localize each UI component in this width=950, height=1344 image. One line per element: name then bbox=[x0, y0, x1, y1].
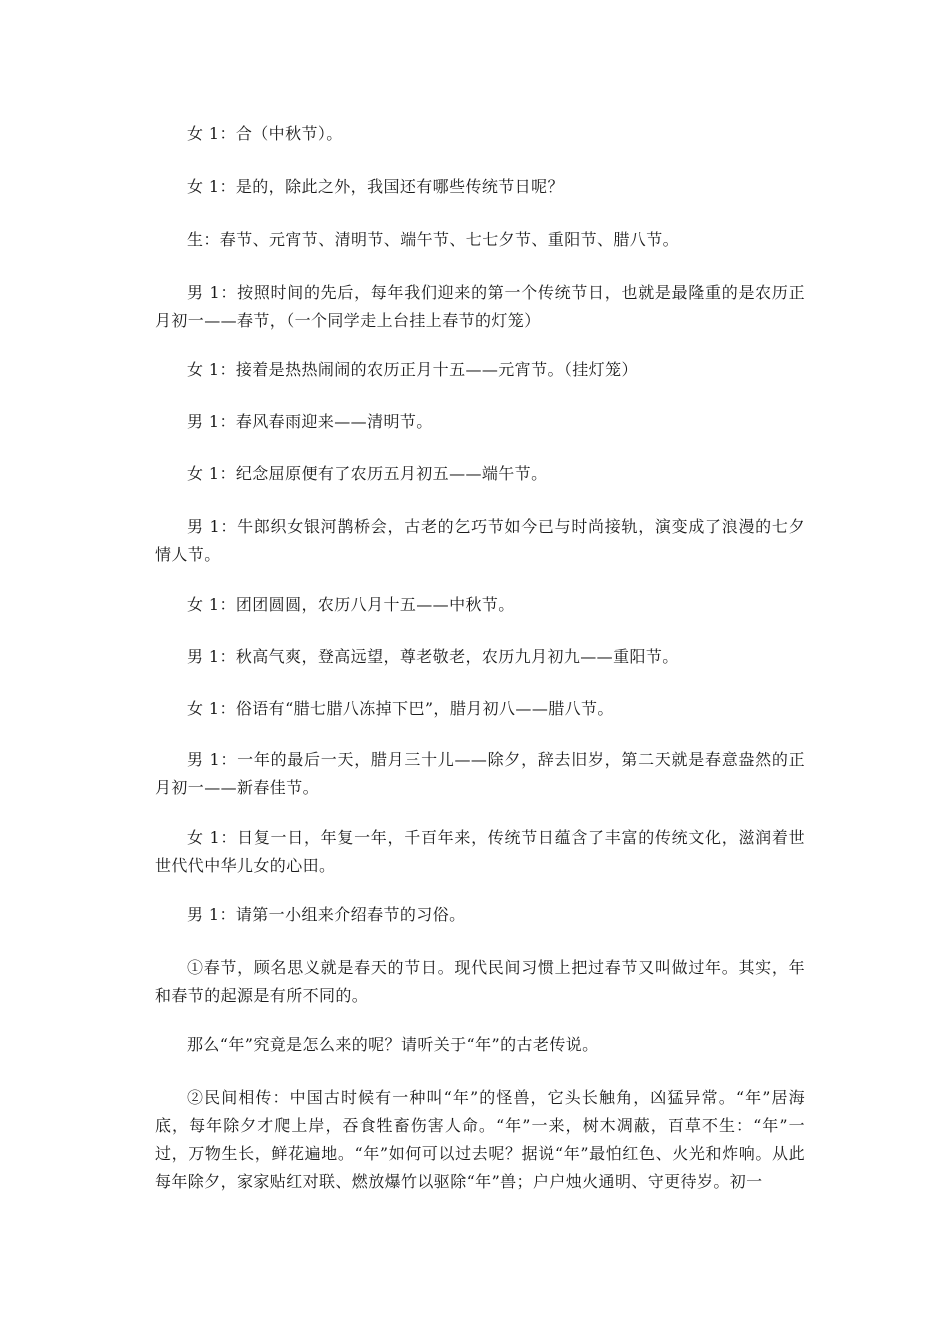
paragraph-14: 男 1：请第一小组来介绍春节的习俗。 bbox=[187, 905, 466, 924]
paragraph-8: 男 1：牛郎织女银河鹊桥会，古老的乞巧节如今已与时尚接轨，演变成了浪漫的七夕情人节。 bbox=[155, 517, 805, 564]
paragraph-16: 那么“年”究竟是怎么来的呢？请听关于“年”的古老传说。 bbox=[187, 1035, 599, 1054]
paragraph-4: 男 1：按照时间的先后，每年我们迎来的第一个传统节日，也就是最隆重的是农历正月初一——春节，（一个同学走上台挂上春节的灯笼） bbox=[155, 283, 805, 330]
paragraph-6: 男 1：春风春雨迎来——清明节。 bbox=[187, 412, 433, 431]
paragraph-7: 女 1：纪念屈原便有了农历五月初五——端午节。 bbox=[187, 464, 548, 483]
paragraph-13: 女 1：日复一日，年复一年，千百年来，传统节日蕴含了丰富的传统文化，滋润着世世代代中华儿女的心田。 bbox=[155, 828, 805, 875]
paragraph-12: 男 1：一年的最后一天，腊月三十儿——除夕，辞去旧岁，第二天就是春意盎然的正月初一——新春佳节。 bbox=[155, 750, 805, 797]
paragraph-1: 女 1：合（中秋节）。 bbox=[187, 124, 343, 143]
paragraph-5: 女 1：接着是热热闹闹的农历正月十五——元宵节。（挂灯笼） bbox=[187, 360, 638, 379]
paragraph-15: ①春节，顾名思义就是春天的节日。现代民间习惯上把过春节又叫做过年。其实，年和春节的起源是有所不同的。 bbox=[155, 958, 805, 1005]
paragraph-2: 女 1：是的，除此之外，我国还有哪些传统节日呢？ bbox=[187, 177, 564, 196]
paragraph-3: 生：春节、元宵节、清明节、端午节、七七夕节、重阳节、腊八节。 bbox=[187, 230, 680, 249]
paragraph-10: 男 1：秋高气爽，登高远望，尊老敬老，农历九月初九——重阳节。 bbox=[187, 647, 679, 666]
paragraph-11: 女 1：俗语有“腊七腊八冻掉下巴”，腊月初八——腊八节。 bbox=[187, 699, 614, 718]
paragraph-9: 女 1：团团圆圆，农历八月十五——中秋节。 bbox=[187, 595, 515, 614]
paragraph-17: ②民间相传：中国古时候有一种叫“年”的怪兽，它头长触角，凶猛异常。“年”居海底，每年除夕才爬上岸，吞食牲畜伤害人命。“年”一来，树木凋蔽，百草不生：“年”一过，万物生长，鲜花遍地。“年”如何可以过去呢？据说“年”最怕红色、火光和炸响。从此每年除夕，家家贴红对联、燃放爆竹以驱除“年”兽；户户烛火通明、守更待岁。初一 bbox=[155, 1088, 805, 1191]
